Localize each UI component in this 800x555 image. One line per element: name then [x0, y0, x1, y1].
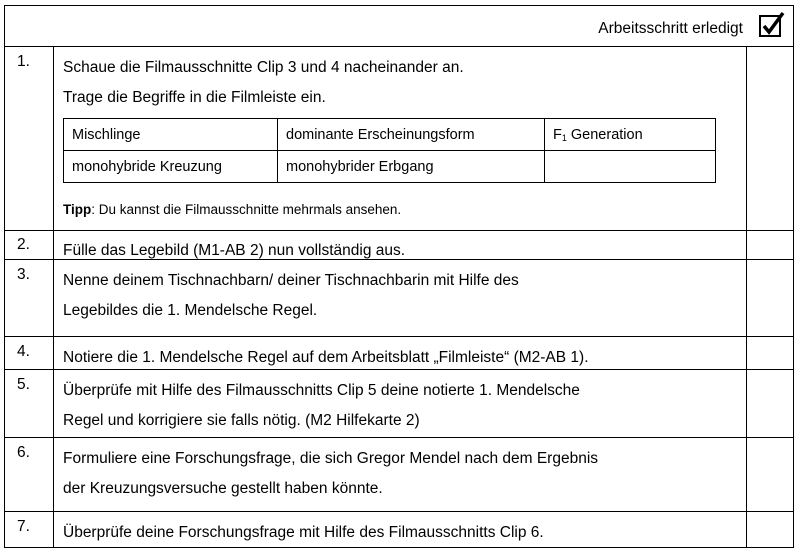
- step-line: Legebildes die 1. Mendelsche Regel.: [63, 302, 318, 319]
- term-cell: monohybrider Erbgang: [278, 151, 545, 183]
- tip-label: Tipp: [63, 202, 92, 217]
- step-number: 5.: [5, 370, 54, 437]
- step-text: [63, 518, 738, 548]
- terms-table: [63, 118, 716, 183]
- step-line: Überprüfe mit Hilfe des Filmausschnitts Clip 5 deine notierte 1. Mendelsche: [63, 382, 580, 399]
- done-checkbox-cell[interactable]: [746, 512, 793, 548]
- term-cell-empty: [545, 151, 716, 183]
- step-line: Regel und korrigiere sie falls nötig. (M2 Hilfekarte 2): [63, 412, 420, 429]
- step-number: 6.: [5, 438, 54, 511]
- step-number: 1.: [5, 47, 54, 230]
- step-row-5: [5, 370, 793, 438]
- step-text: [63, 343, 738, 373]
- step-text: [63, 376, 738, 436]
- step-line: Fülle das Legebild (M1-AB 2) nun vollständig aus.: [63, 242, 406, 259]
- step-text: [63, 444, 738, 504]
- worksheet-table: [4, 5, 794, 548]
- step-line: Formuliere eine Forschungsfrage, die sich Gregor Mendel nach dem Ergebnis: [63, 450, 599, 467]
- step-line: Trage die Begriffe in die Filmleiste ein.: [63, 89, 326, 106]
- checked-box-icon: [759, 15, 781, 37]
- step-row-7: [5, 512, 793, 548]
- term-cell: Mischlinge: [64, 119, 278, 151]
- done-checkbox-cell[interactable]: [746, 337, 793, 369]
- step-row-1: [5, 47, 793, 231]
- term-cell: $F_1$ Generation: [545, 119, 716, 151]
- step-number: 3.: [5, 260, 54, 336]
- step-row-6: [5, 438, 793, 512]
- done-column-label: Arbeitsschritt erledigt: [598, 20, 743, 37]
- done-checkbox-cell[interactable]: [746, 438, 793, 511]
- step-line: Nenne deinem Tischnachbarn/ deiner Tischnachbarin mit Hilfe des: [63, 272, 519, 289]
- term-cell: dominante Erscheinungsform: [278, 119, 545, 151]
- done-checkbox-cell[interactable]: [746, 370, 793, 437]
- step-row-2: [5, 231, 793, 260]
- step-line: Notiere die 1. Mendelsche Regel auf dem Arbeitsblatt „Filmleiste“ (M2-AB 1).: [63, 349, 589, 366]
- header-row: [5, 6, 793, 47]
- step-number: 2.: [5, 231, 54, 259]
- step-text: [63, 266, 738, 326]
- done-checkbox-cell[interactable]: [746, 260, 793, 336]
- step-row-3: [5, 260, 793, 337]
- step-row-4: [5, 337, 793, 370]
- step-line: Überprüfe deine Forschungsfrage mit Hilfe des Filmausschnitts Clip 6.: [63, 524, 544, 541]
- term-cell: monohybride Kreuzung: [64, 151, 278, 183]
- done-checkbox-cell[interactable]: [746, 231, 793, 259]
- step-line: Schaue die Filmausschnitte Clip 3 und 4 nacheinander an.: [63, 59, 464, 76]
- step-line: der Kreuzungsversuche gestellt haben könnte.: [63, 480, 383, 497]
- tip-text: Tipp: Du kannst die Filmausschnitte mehrmals ansehen.: [63, 202, 402, 217]
- step-text: [63, 53, 738, 113]
- step-number: 7.: [5, 512, 54, 548]
- step-number: 4.: [5, 337, 54, 369]
- done-checkbox-cell[interactable]: [746, 47, 793, 230]
